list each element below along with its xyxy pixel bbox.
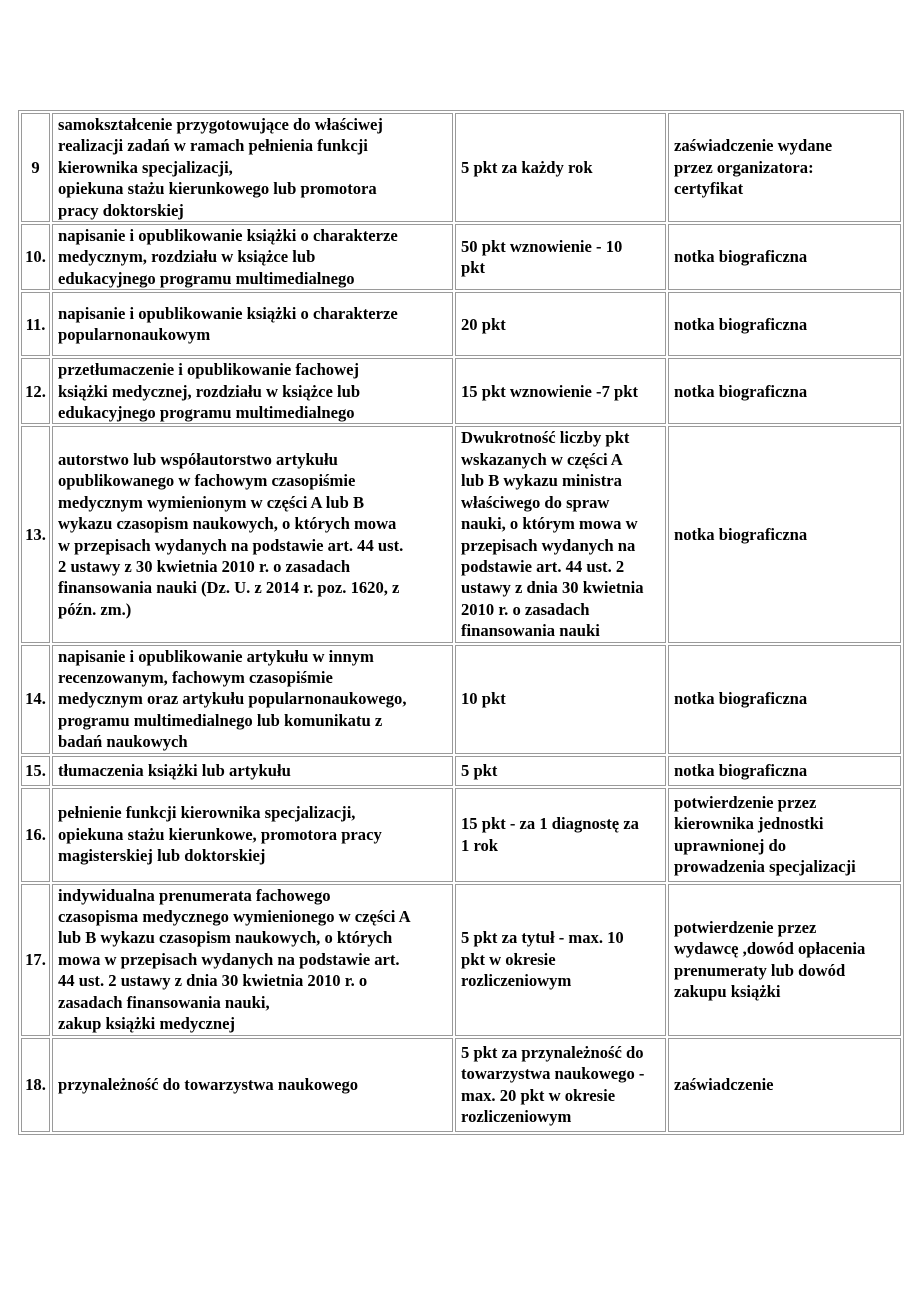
table-row xyxy=(21,884,901,1036)
row-number: 17. xyxy=(21,884,50,1036)
proof-document: notka biograficzna xyxy=(668,292,901,356)
points-value: Dwukrotność liczby pkt wskazanych w części A lub B wykazu ministra właściwego do spraw nauki, o którym mowa w przepisach wydanych na podstawie art. 44 ust. 2 ustawy z dnia 30 kwietnia 2010 r. o zasadach finansowania nauki xyxy=(455,426,666,642)
activity-description: pełnienie funkcji kierownika specjalizacji, opiekuna stażu kierunkowe, promotora pracy magisterskiej lub doktorskiej xyxy=(52,788,453,882)
proof-document: notka biograficzna xyxy=(668,358,901,424)
row-number: 10. xyxy=(21,224,50,290)
row-number: 18. xyxy=(21,1038,50,1132)
points-value: 5 pkt za tytuł - max. 10 pkt w okresie rozliczeniowym xyxy=(455,884,666,1036)
proof-document: notka biograficzna xyxy=(668,756,901,786)
row-number: 12. xyxy=(21,358,50,424)
activity-description: samokształcenie przygotowujące do właściwej realizacji zadań w ramach pełnienia funkcji kierownika specjalizacji, opiekuna stażu kierunkowego lub promotora pracy doktorskiej xyxy=(52,113,453,222)
row-number: 14. xyxy=(21,645,50,754)
table-row xyxy=(21,113,901,222)
table-row xyxy=(21,645,901,754)
table-row xyxy=(21,756,901,786)
table-row xyxy=(21,1038,901,1132)
points-value: 50 pkt wznowienie - 10 pkt xyxy=(455,224,666,290)
activity-description: tłumaczenia książki lub artykułu xyxy=(52,756,453,786)
points-value: 5 pkt za przynależność do towarzystwa naukowego - max. 20 pkt w okresie rozliczeniowym xyxy=(455,1038,666,1132)
activity-description: napisanie i opublikowanie artykułu w innym recenzowanym, fachowym czasopiśmie medycznym oraz artykułu popularnonaukowego, programu multimedialnego lub komunikatu z badań naukowych xyxy=(52,645,453,754)
table-row xyxy=(21,292,901,356)
proof-document: zaświadczenie wydane przez organizatora: certyfikat xyxy=(668,113,901,222)
points-value: 5 pkt za każdy rok xyxy=(455,113,666,222)
table-row xyxy=(21,224,901,290)
table-row xyxy=(21,426,901,642)
row-number: 13. xyxy=(21,426,50,642)
row-number: 9 xyxy=(21,113,50,222)
points-value: 10 pkt xyxy=(455,645,666,754)
row-number: 15. xyxy=(21,756,50,786)
proof-document: notka biograficzna xyxy=(668,426,901,642)
row-number: 16. xyxy=(21,788,50,882)
points-value: 15 pkt - za 1 diagnostę za 1 rok xyxy=(455,788,666,882)
proof-document: notka biograficzna xyxy=(668,645,901,754)
table-row xyxy=(21,358,901,424)
points-value: 20 pkt xyxy=(455,292,666,356)
table-row xyxy=(21,788,901,882)
proof-document: potwierdzenie przez wydawcę ,dowód opłacenia prenumeraty lub dowód zakupu książki xyxy=(668,884,901,1036)
proof-document: notka biograficzna xyxy=(668,224,901,290)
row-number: 11. xyxy=(21,292,50,356)
proof-document: zaświadczenie xyxy=(668,1038,901,1132)
activity-description: napisanie i opublikowanie książki o charakterze popularnonaukowym xyxy=(52,292,453,356)
points-table xyxy=(18,110,904,1135)
activity-description: autorstwo lub współautorstwo artykułu opublikowanego w fachowym czasopiśmie medycznym wymienionym w części A lub B wykazu czasopism naukowych, o których mowa w przepisach wydanych na podstawie art. 44 ust. 2 ustawy z 30 kwietnia 2010 r. o zasadach finansowania nauki (Dz. U. z 2014 r. poz. 1620, z późn. zm.) xyxy=(52,426,453,642)
activity-description: przynależność do towarzystwa naukowego xyxy=(52,1038,453,1132)
activity-description: przetłumaczenie i opublikowanie fachowej książki medycznej, rozdziału w książce lub edukacyjnego programu multimedialnego xyxy=(52,358,453,424)
activity-description: indywidualna prenumerata fachowego czasopisma medycznego wymienionego w części A lub B wykazu czasopism naukowych, o których mowa w przepisach wydanych na podstawie art. 44 ust. 2 ustawy z dnia 30 kwietnia 2010 r. o zasadach finansowania nauki, zakup książki medycznej xyxy=(52,884,453,1036)
proof-document: potwierdzenie przez kierownika jednostki uprawnionej do prowadzenia specjalizacji xyxy=(668,788,901,882)
activity-description: napisanie i opublikowanie książki o charakterze medycznym, rozdziału w książce lub edukacyjnego programu multimedialnego xyxy=(52,224,453,290)
points-value: 15 pkt wznowienie -7 pkt xyxy=(455,358,666,424)
points-value: 5 pkt xyxy=(455,756,666,786)
